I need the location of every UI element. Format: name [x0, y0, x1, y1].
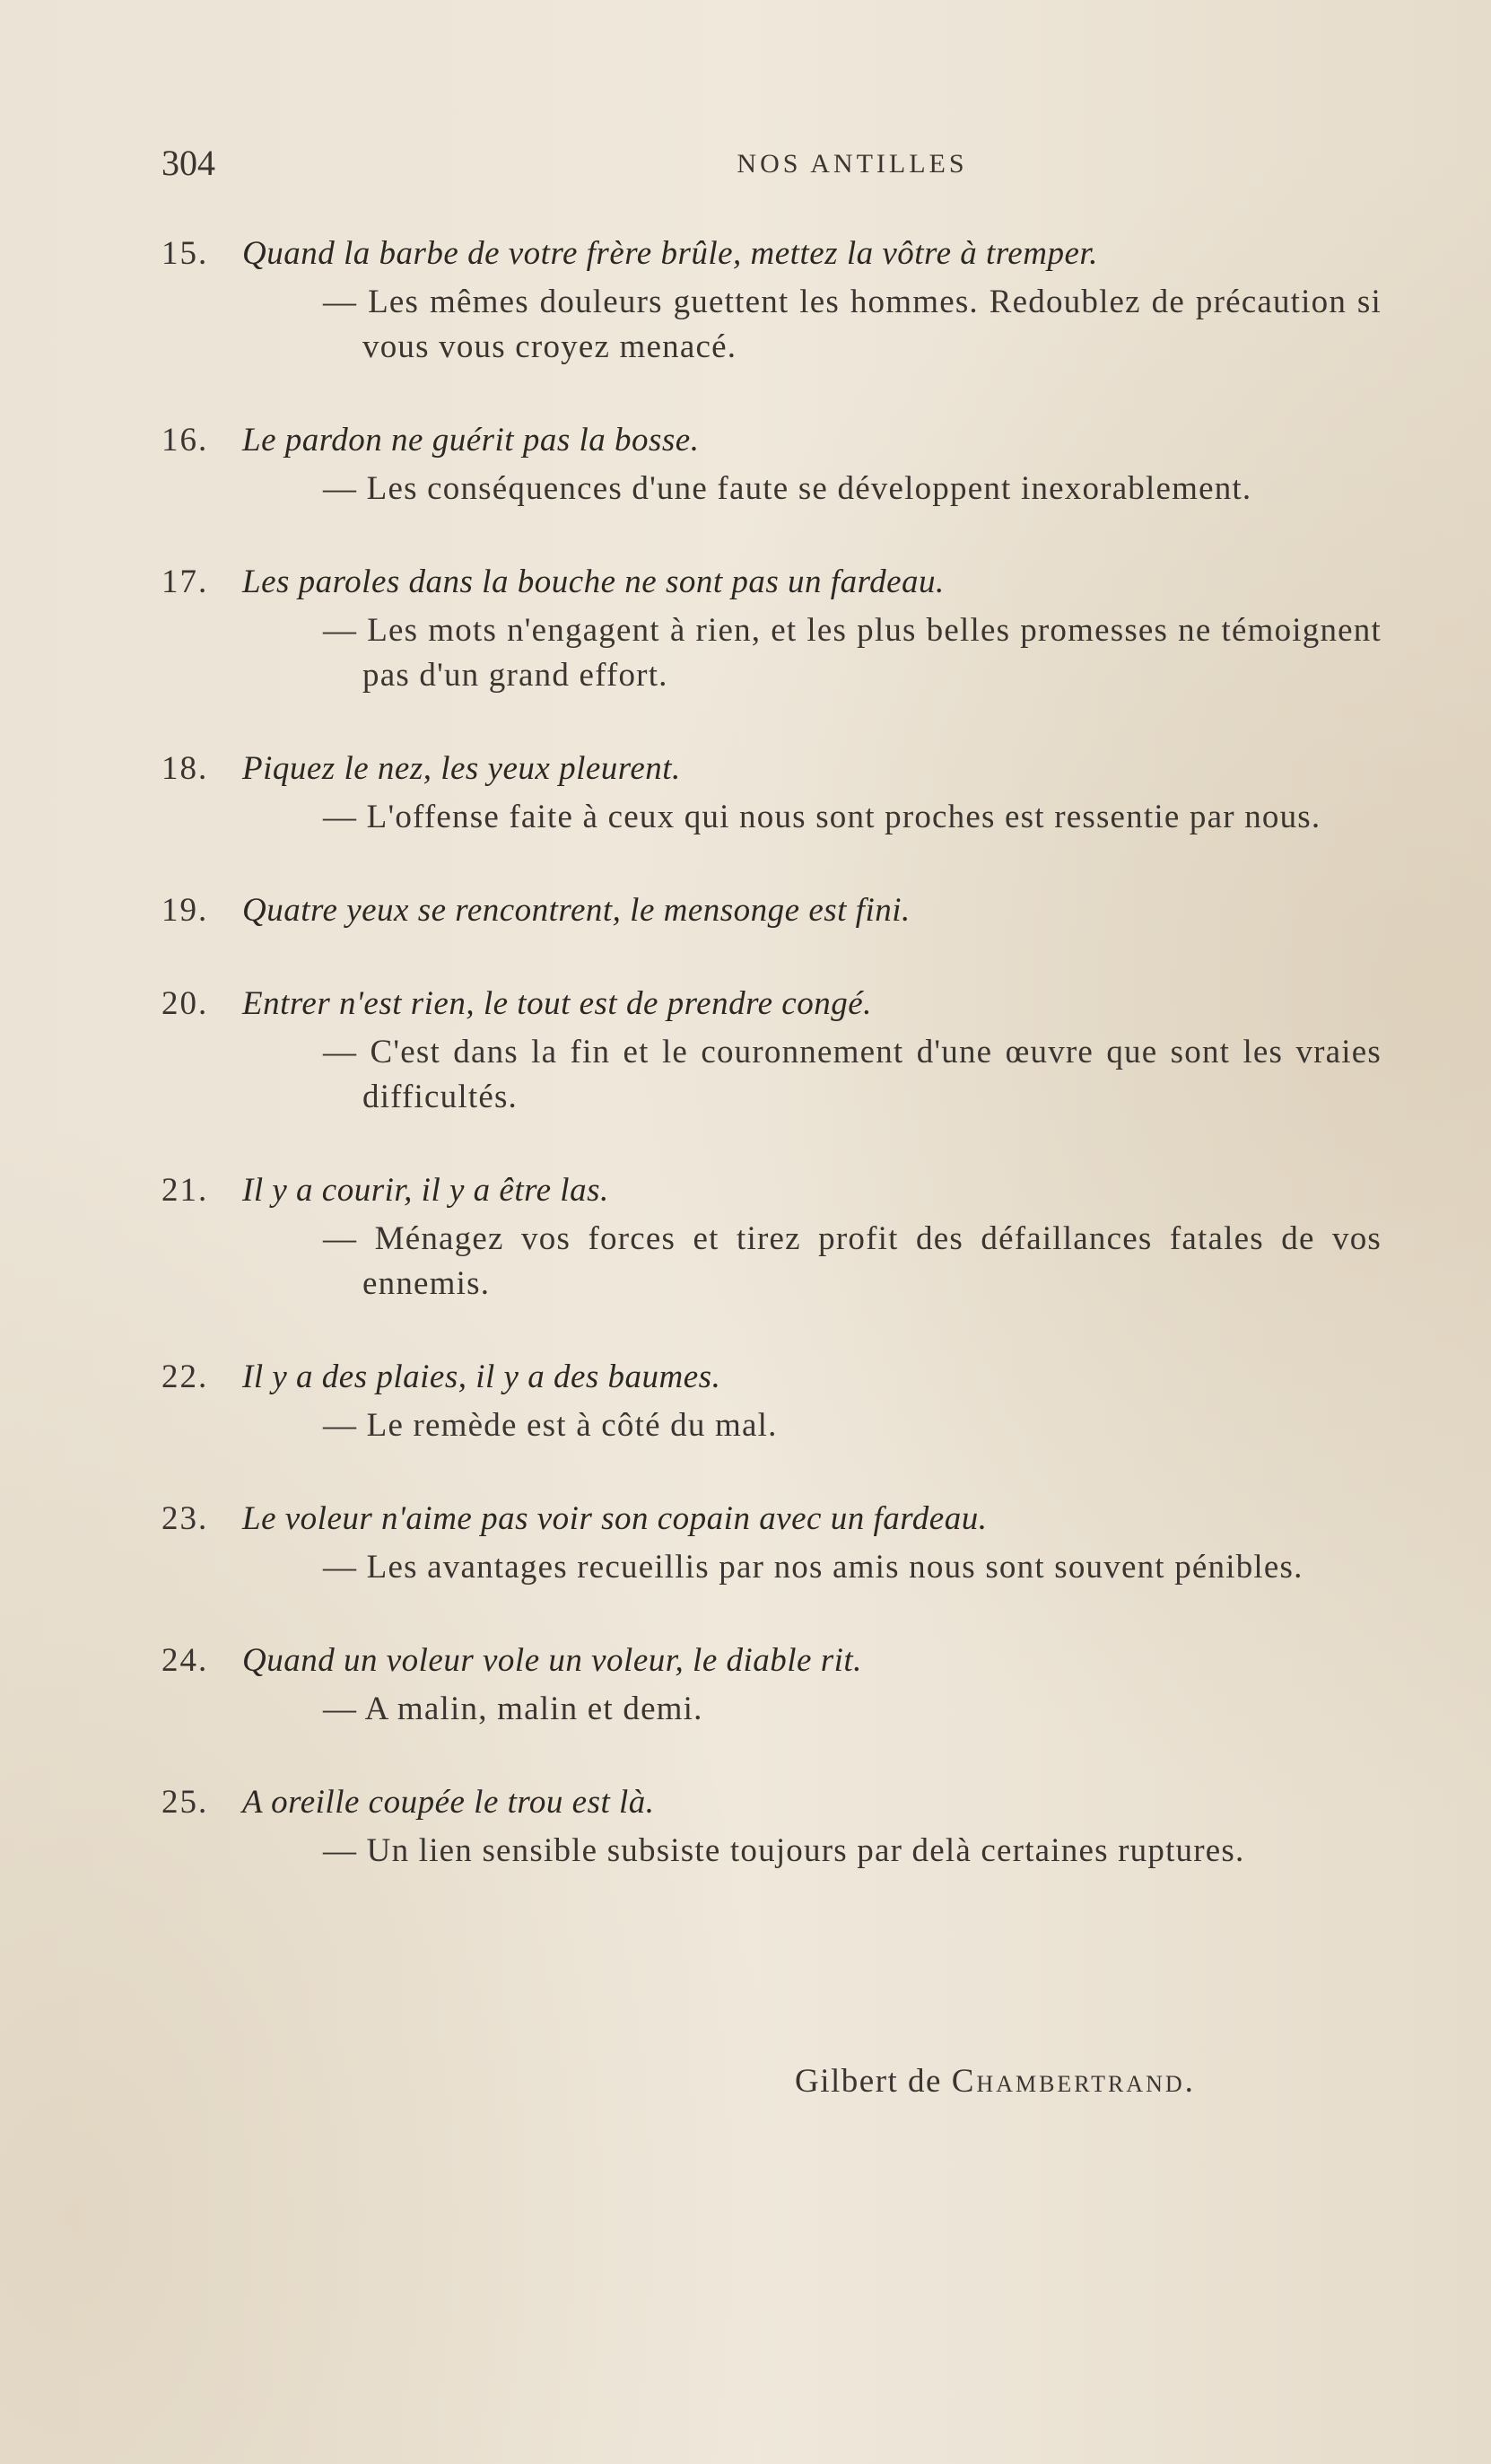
proverb-line [161, 1355, 1382, 1400]
proverb-item [161, 1497, 1382, 1590]
proverb-number: 19. [161, 892, 209, 929]
proverb-number: 25. [161, 1784, 209, 1821]
running-head: NOS ANTILLES [737, 149, 968, 179]
proverb-text: Il y a courir, il y a être las. [242, 1172, 609, 1209]
proverb-number: 23. [161, 1500, 209, 1537]
proverb-item [161, 560, 1382, 698]
proverb-text: Quand la barbe de votre frère brûle, mettez la vôtre à tremper. [242, 235, 1098, 272]
proverb-gloss: — Le remède est à côté du mal. [323, 1407, 778, 1444]
proverb-gloss: — C'est dans la fin et le couronnement d'une œuvre que sont les vraies difficultés. [323, 1034, 1382, 1115]
proverb-line [161, 232, 1382, 276]
proverb-line [161, 747, 1382, 791]
proverb-text: Le voleur n'aime pas voir son copain avec un fardeau. [242, 1500, 988, 1537]
proverb-number: 20. [161, 985, 209, 1022]
proverb-number: 16. [161, 422, 209, 459]
proverb-text: Il y a des plaies, il y a des baumes. [242, 1359, 721, 1395]
proverb-gloss: — Un lien sensible subsiste toujours par delà certaines ruptures. [323, 1832, 1245, 1869]
proverb-gloss: — Les mots n'engagent à rien, et les plus belles promesses ne témoignent pas d'un grand effort. [323, 612, 1382, 694]
proverb-gloss: — Ménagez vos forces et tirez profit des défaillances fatales de vos ennemis. [323, 1220, 1382, 1302]
proverb-line [161, 418, 1382, 463]
proverb-text: Le pardon ne guérit pas la bosse. [242, 422, 700, 459]
proverb-text: Les paroles dans la bouche ne sont pas un fardeau. [242, 564, 945, 600]
author-signature [795, 2062, 1196, 2101]
signature-first-name: Gilbert de [795, 2063, 942, 2100]
proverb-number: 21. [161, 1172, 209, 1209]
proverb-text: Piquez le nez, les yeux pleurent. [242, 750, 681, 787]
proverb-text: A oreille coupée le trou est là. [242, 1784, 655, 1821]
page-header [161, 142, 1382, 192]
proverb-text: Entrer n'est rien, le tout est de prendre congé. [242, 985, 872, 1022]
proverb-item [161, 232, 1382, 370]
proverb-gloss: — Les avantages recueillis par nos amis nous sont souvent pénibles. [323, 1549, 1304, 1586]
proverb-line [161, 1780, 1382, 1825]
proverb-line [161, 1497, 1382, 1542]
proverb-line [161, 888, 1382, 933]
proverb-gloss: — L'offense faite à ceux qui nous sont proches est ressentie par nous. [323, 799, 1321, 835]
proverb-number: 15. [161, 235, 209, 272]
proverb-item [161, 1780, 1382, 1874]
proverb-gloss: — A malin, malin et demi. [323, 1691, 703, 1727]
proverb-number: 24. [161, 1642, 209, 1679]
proverb-item [161, 418, 1382, 511]
page-number: 304 [161, 143, 215, 183]
proverb-list [161, 232, 1382, 1922]
proverb-item [161, 982, 1382, 1120]
proverb-line [161, 1168, 1382, 1213]
proverb-item [161, 1638, 1382, 1732]
proverb-text: Quatre yeux se rencontrent, le mensonge est fini. [242, 892, 911, 929]
proverb-item [161, 888, 1382, 933]
proverb-gloss: — Les mêmes douleurs guettent les hommes. Redoublez de précaution si vous vous croyez menacé. [323, 284, 1382, 365]
signature-last-name: Chambertrand. [951, 2063, 1196, 2100]
proverb-line [161, 1638, 1382, 1683]
proverb-item [161, 1355, 1382, 1448]
proverb-item [161, 747, 1382, 840]
proverb-gloss: — Les conséquences d'une faute se développent inexorablement. [323, 470, 1252, 507]
proverb-item [161, 1168, 1382, 1306]
proverb-text: Quand un voleur vole un voleur, le diable rit. [242, 1642, 862, 1679]
proverb-number: 18. [161, 750, 209, 787]
proverb-line [161, 982, 1382, 1027]
proverb-line [161, 560, 1382, 605]
proverb-number: 22. [161, 1359, 209, 1395]
proverb-number: 17. [161, 564, 209, 600]
